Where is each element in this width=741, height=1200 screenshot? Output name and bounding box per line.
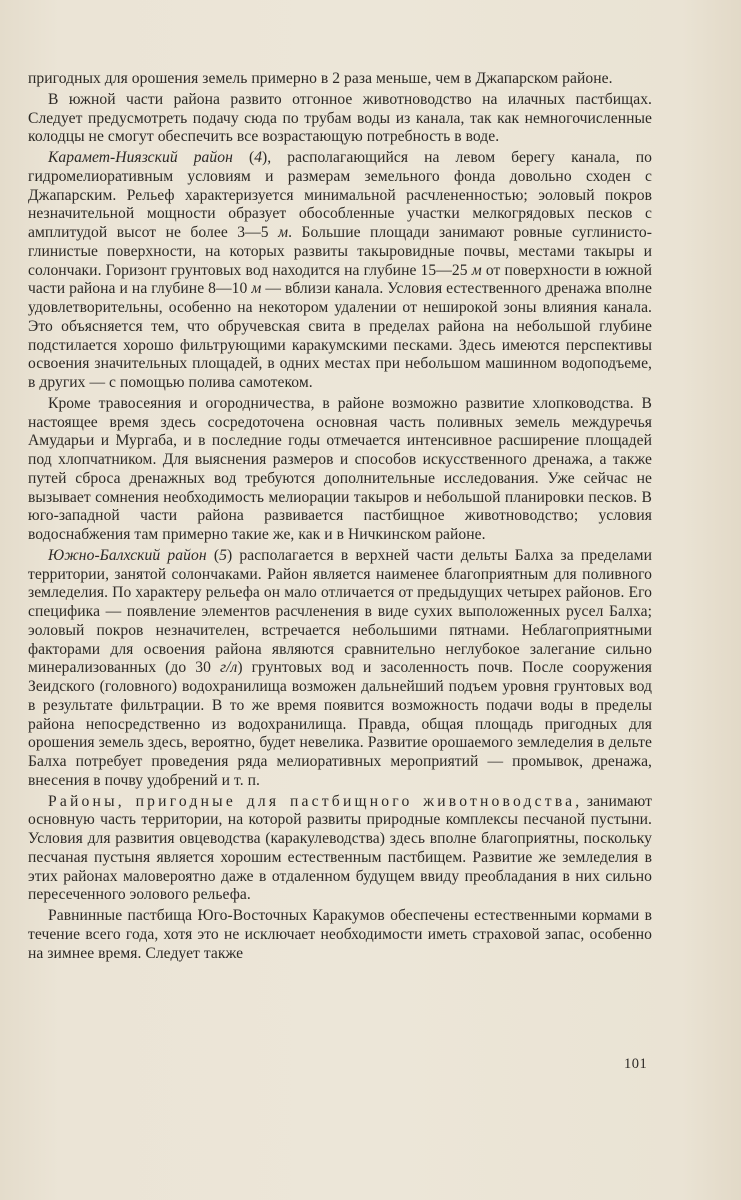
- paragraph-7: [28, 907, 652, 963]
- text-run: — вблизи канала. Условия естественного дренажа вполне удовлетворительны, особенно на некотором удалении от неширокой зоны влияния канала. Это объясняется тем, что обручевская свита в пределах района на небольшой глубине подстилается хорошо фильтрующими каракумскими песками. Здесь имеются перспективы освоения значительных площадей, в одних местах при небольшом машинном водоподъеме, в других — с помощью полива самотеком.: [28, 280, 653, 391]
- paragraph-2: [28, 91, 652, 147]
- text-run: м: [471, 261, 482, 279]
- page-number: 101: [624, 1056, 648, 1072]
- paragraph-4: [28, 395, 652, 545]
- text-run: м: [278, 224, 289, 241]
- text-run: , занимают основную часть территории, на которой развиты природные комплексы песчаной пустыни. Условия для развития овцеводства (каракулеводства) здесь вполне благоприятны, поскольку песчаная пустыня является хорошим естественным пастбищем. Развитие же земледелия в этих районах маловероятно даже в отдаленном будущем ввиду преобладания в них сильно пересеченного эолового рельефа.: [28, 792, 652, 904]
- text-run: 4: [254, 149, 263, 166]
- text-run: 5: [219, 546, 227, 564]
- paragraph-6: [28, 793, 652, 906]
- text-run: В южной части района развито отгонное животноводство на илачных пастбищах. Следует предусмотреть подачу сюда по трубам воды из канала, так как немногочисленные колодцы не смогут обеспечить все возрастающую потребность в воде.: [28, 90, 652, 146]
- paragraph-1: [28, 70, 652, 89]
- text-run: ) располагается в верхней части дельты Балха за пределами территории, занятой солончаками. Район является наименее благоприятным для поливного земледелия. По характеру рельефа он мало отличается от предыдущих четырех районов. Его специфика — появление элементов расчленения в виде сухих выположенных русел Балха; эоловый покров незначителен, встречается небольшими пятнами. Неблагоприятными факторами для освоения района являются сравнительно неглубокое залегание сильно минерализованных (до 30: [28, 546, 652, 677]
- text-run: (: [206, 546, 220, 564]
- body-text: [28, 70, 652, 963]
- text-run: Южно-Балхский район: [48, 546, 207, 564]
- text-run: Кроме травосеяния и огородничества, в районе возможно развитие хлопководства. В настоящее время здесь сосредоточена основная часть поливных земель междуречья Амударьи и Мургаба, и в последние годы отмечается интенсивное расширение площадей под хлопчатником. Для выяснения размеров и способов искусственного дренажа, а также путей сброса дренажных вод требуются дополнительные исследования. Уже сейчас не вызывает сомнения необходимость мелиорации такыров и небольшой планировки песков. В юго-западной части района развивается пастбищное животноводство; условия водоснабжения там примерно такие же, как и в Ничкинском районе.: [28, 394, 652, 543]
- text-run: . Большие площади занимают ровные суглинисто-глинистые поверхности, на которых развиты такыровидные почвы, местами такыры и солончаки. Горизонт грунтовых вод находится на глубине 15—25: [28, 224, 652, 279]
- paragraph-3: [28, 149, 652, 393]
- text-run: пригодных для орошения земель примерно в 2 раза меньше, чем в Джапарском районе.: [28, 70, 613, 87]
- text-run: м: [251, 280, 262, 298]
- text-run: (: [232, 149, 255, 166]
- text-run: от поверхности в южной части района и на глубине 8—10: [28, 261, 652, 298]
- text-run: Карамет-Ниязский район: [48, 149, 233, 166]
- text-run: ), располагающийся на левом берегу канала, по гидромелиоративным условиям и размерам земельного фонда довольно сходен с Джапарским. Рельеф характеризуется минимальной расчлененностью; эоловый покров незначительной мощности образует обособленные участки мелкогрядовых песков с амплитудой высот не более 3—5: [28, 149, 652, 241]
- text-run: Равнинные пастбища Юго-Восточных Каракумов обеспечены естественными кормами в течение всего года, хотя это не исключает необходимости иметь страховой запас, особенно на зимнее время. Следует также: [28, 907, 652, 962]
- text-run: г/л: [219, 659, 238, 677]
- text-run: ) грунтовых вод и засоленность почв. После сооружения Зеидского (головного) водохранилища возможен дальнейший подъем уровня грунтовых вод в результате фильтрации. В то же время появится возможность подачи воды в пределы района непосредственно из водохранилища. Правда, общая площадь пригодных для орошения земель здесь, вероятно, будет невелика. Развитие орошаемого земледелия в дельте Балха потребует проведения ряда мелиоративных мероприятий — промывок, дренажа, внесения в почву удобрений и т. п.: [28, 659, 652, 789]
- paragraph-5: [28, 547, 652, 791]
- text-run: Районы, пригодные для пастбищного животноводства: [48, 792, 576, 810]
